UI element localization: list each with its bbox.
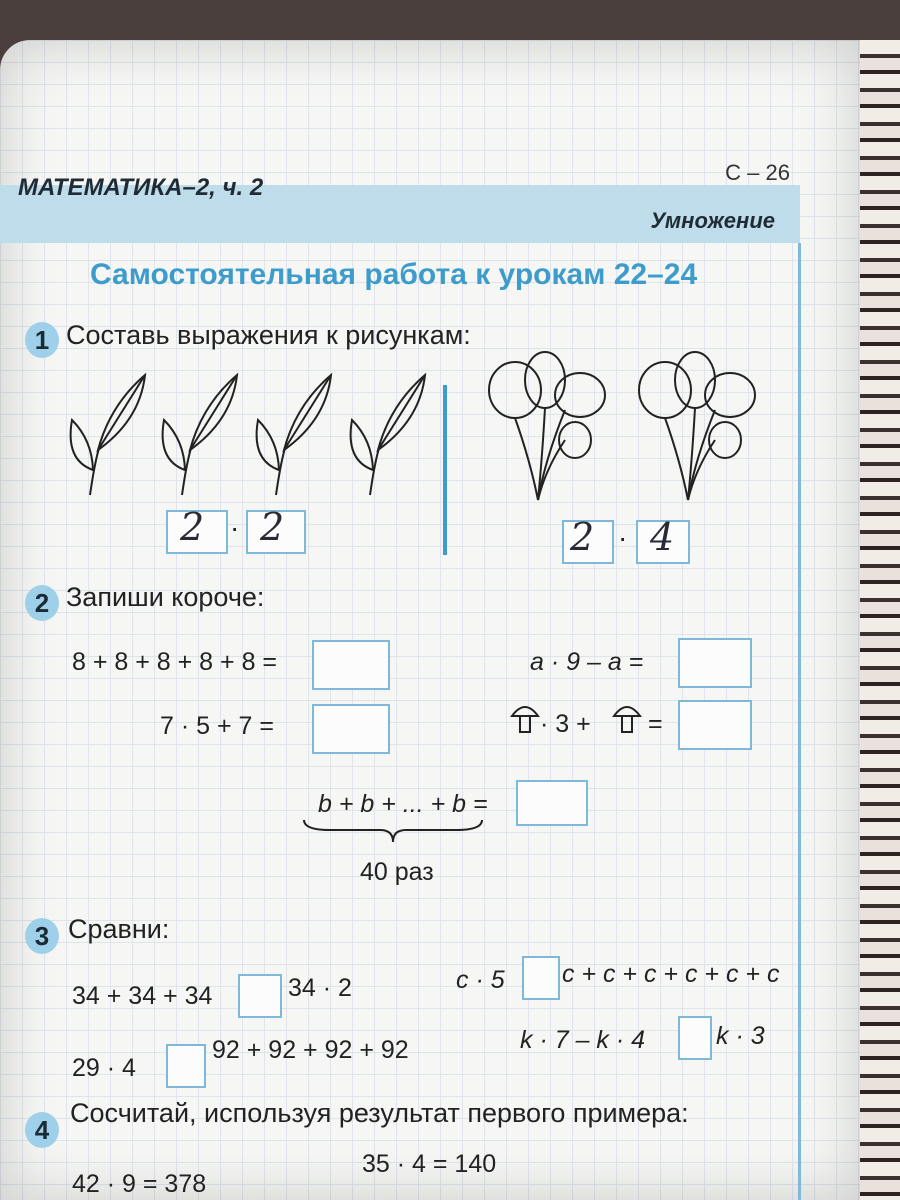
expression-seven: 7 · 5 + 7 = <box>160 712 274 740</box>
answer-box[interactable] <box>678 638 752 688</box>
handwritten-answer: 4 <box>650 515 675 559</box>
page-heading: Самостоятельная работа к урокам 22–24 <box>90 258 698 291</box>
task-number-4: 4 <box>25 1112 59 1148</box>
leaf-sprig-1 <box>71 375 145 495</box>
compare-right-3: 92 + 92 + 92 + 92 <box>212 1036 409 1064</box>
example-2: 35 · 4 = 140 <box>362 1150 497 1178</box>
expression-b-sum: b + b + ... + b = <box>318 790 488 818</box>
task-2-prompt: Запиши короче: <box>66 582 265 612</box>
multiply-sign: · <box>230 512 240 543</box>
compare-left-2: c · 5 <box>456 966 505 994</box>
compare-box[interactable] <box>678 1016 712 1060</box>
expression-mushroom-mid: · 3 + <box>540 710 591 738</box>
answer-box[interactable] <box>516 780 588 826</box>
curly-brace <box>300 818 486 846</box>
answer-box[interactable] <box>312 704 390 754</box>
task-number-2: 2 <box>25 585 59 621</box>
answer-box[interactable] <box>312 640 390 690</box>
compare-box[interactable] <box>238 974 282 1018</box>
compare-right-2: c + c + c + c + c + c <box>562 960 780 988</box>
leaf-sprig-4 <box>351 375 425 495</box>
repeat-count-label: 40 раз <box>360 858 434 886</box>
compare-box[interactable] <box>166 1044 206 1088</box>
handwritten-answer: 2 <box>180 505 205 549</box>
balloon-bunch-2 <box>639 352 755 500</box>
compare-left-1: 34 + 34 + 34 <box>72 982 213 1010</box>
page-frame-line <box>798 243 801 1200</box>
book-title: МАТЕМАТИКА–2, ч. 2 <box>18 174 264 201</box>
mushroom-icon <box>510 700 540 736</box>
compare-left-4: k · 7 – k · 4 <box>520 1026 646 1054</box>
compare-right-1: 34 · 2 <box>288 974 352 1002</box>
compare-box[interactable] <box>522 956 560 1000</box>
example-1: 42 · 9 = 378 <box>72 1170 207 1198</box>
handwritten-answer: 2 <box>570 515 595 559</box>
task-number-3: 3 <box>25 918 59 954</box>
task-4-prompt: Сосчитай, используя результат первого примера: <box>70 1098 689 1128</box>
balloon-bunch-1 <box>489 352 605 500</box>
compare-left-3: 29 · 4 <box>72 1054 136 1082</box>
task-3-prompt: Сравни: <box>68 914 170 944</box>
leaf-sprig-2 <box>163 375 237 495</box>
expression-mushroom-end: = <box>648 710 663 738</box>
multiply-sign: · <box>618 522 628 553</box>
answer-box[interactable] <box>678 700 752 750</box>
task-number-1: 1 <box>25 322 59 358</box>
leaf-sprig-3 <box>257 375 331 495</box>
compare-right-4: k · 3 <box>716 1022 765 1050</box>
topic-label: Умножение <box>650 208 775 233</box>
balloons-illustration <box>480 350 780 510</box>
expression-sum-of-eights: 8 + 8 + 8 + 8 + 8 = <box>72 648 278 676</box>
task-1-prompt: Составь выражения к рисункам: <box>66 320 471 350</box>
mushroom-icon <box>612 700 642 736</box>
leaves-illustration <box>60 365 440 505</box>
page-code: С – 26 <box>725 160 790 185</box>
task-1-divider <box>443 385 447 555</box>
handwritten-answer: 2 <box>260 505 285 549</box>
expression-a: a · 9 – a = <box>530 648 644 676</box>
